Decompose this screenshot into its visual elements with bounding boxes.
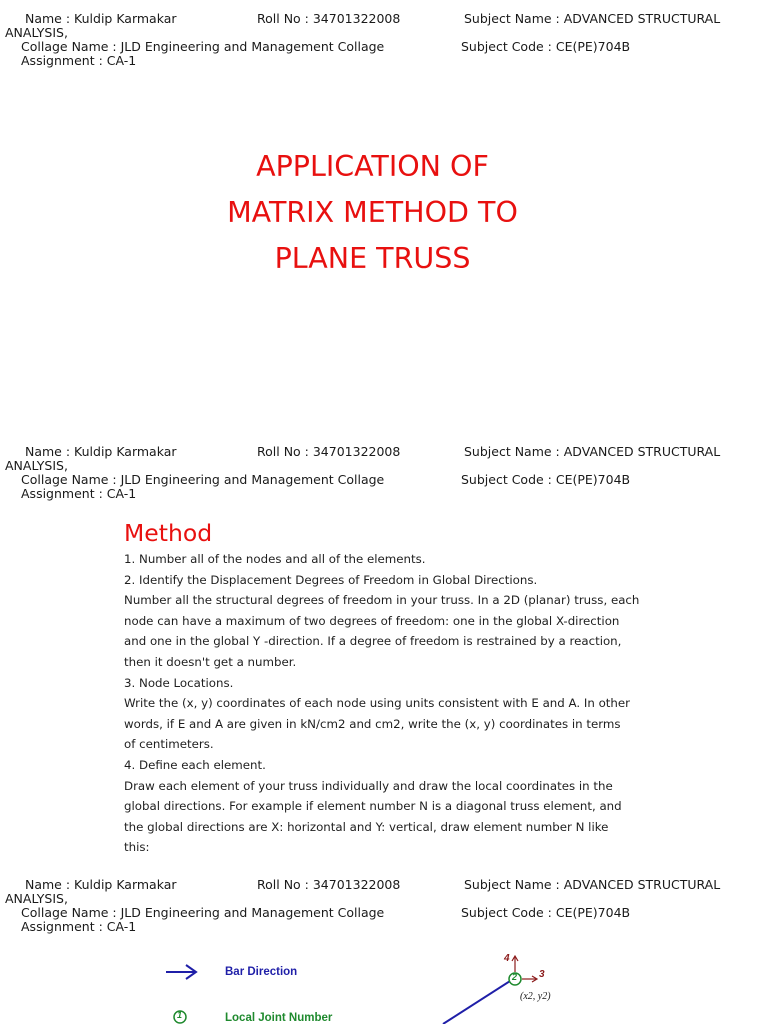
subject-name: Subject Name : ADVANCED STRUCTURAL — [464, 11, 721, 26]
page-header — [0, 878, 768, 938]
truss-member — [443, 981, 510, 1024]
paragraph-line: 1. Number all of the nodes and all of the elements. — [124, 552, 426, 566]
title-line: PLANE TRUSS — [274, 242, 471, 275]
subject-name-continued: ANALYSIS, — [5, 25, 68, 40]
local-joint-symbol: 1 — [177, 1010, 183, 1020]
paragraph-line: and one in the global Y -direction. If a degree of freedom is restrained by a reaction, — [124, 634, 622, 649]
paragraph-line: this: — [124, 840, 150, 855]
roll-number: Roll No : 34701322008 — [257, 444, 401, 459]
bar-direction-label: Bar Direction — [225, 966, 298, 978]
student-name: Name : Kuldip Karmakar — [25, 11, 177, 26]
node-coordinate-label: (x2, y2) — [520, 991, 551, 1002]
node-symbol: 2 — [512, 972, 518, 982]
student-name: Name : Kuldip Karmakar — [25, 877, 177, 892]
section-heading: Method — [124, 519, 213, 547]
truss-element-figure — [158, 950, 578, 1024]
page-header — [0, 445, 768, 505]
roll-number: Roll No : 34701322008 — [257, 877, 401, 892]
paragraph-line: of centimeters. — [124, 737, 214, 752]
local-joint-number-label: Local Joint Number — [225, 1012, 333, 1024]
assignment: Assignment : CA-1 — [21, 486, 137, 501]
paragraph-line: 2. Identify the Displacement Degrees of Freedom in Global Directions. — [124, 572, 538, 587]
figure-graphics — [158, 950, 578, 1024]
college-name: Collage Name : JLD Engineering and Management Collage — [21, 472, 385, 487]
dof-x-arrow-icon — [522, 976, 537, 982]
student-name: Name : Kuldip Karmakar — [25, 444, 177, 459]
dof-y-arrow-icon — [512, 956, 518, 972]
paragraph-line: Number all the structural degrees of freedom in your truss. In a 2D (planar) truss, each — [124, 593, 640, 608]
assignment: Assignment : CA-1 — [21, 919, 137, 934]
paragraph-line: Draw each element of your truss individually and draw the local coordinates in the — [124, 778, 613, 793]
paragraph-line: 3. Node Locations. — [124, 675, 234, 690]
paragraph-line: words, if E and A are given in kN/cm2 and cm2, write the (x, y) coordinates in terms — [124, 716, 621, 731]
title-line: APPLICATION OF — [256, 150, 489, 183]
roll-number: Roll No : 34701322008 — [257, 11, 401, 26]
dof-y-label: 4 — [504, 953, 510, 964]
college-name: Collage Name : JLD Engineering and Management Collage — [21, 39, 385, 54]
subject-name: Subject Name : ADVANCED STRUCTURAL — [464, 877, 721, 892]
subject-name-continued: ANALYSIS, — [5, 458, 68, 473]
paragraph-line: node can have a maximum of two degrees of freedom: one in the global X-direction — [124, 613, 620, 628]
subject-code: Subject Code : CE(PE)704B — [461, 472, 631, 487]
bar-direction-arrow-icon — [166, 965, 196, 979]
assignment: Assignment : CA-1 — [21, 53, 137, 68]
dof-x-label: 3 — [539, 969, 545, 980]
paragraph-line: 4. Define each element. — [124, 757, 266, 772]
paragraph-line: global directions. For example if element number N is a diagonal truss element, and — [124, 799, 622, 814]
paragraph-line: then it doesn't get a number. — [124, 654, 297, 669]
subject-code: Subject Code : CE(PE)704B — [461, 39, 631, 54]
page-header — [0, 12, 768, 72]
paragraph-line: Write the (x, y) coordinates of each node using units consistent with E and A. In other — [124, 696, 631, 711]
document-title — [0, 144, 745, 282]
subject-name: Subject Name : ADVANCED STRUCTURAL — [464, 444, 721, 459]
method-body — [124, 549, 640, 858]
college-name: Collage Name : JLD Engineering and Management Collage — [21, 905, 385, 920]
paragraph-line: the global directions are X: horizontal and Y: vertical, draw element number N like — [124, 819, 609, 834]
title-line: MATRIX METHOD TO — [227, 196, 518, 229]
subject-name-continued: ANALYSIS, — [5, 891, 68, 906]
subject-code: Subject Code : CE(PE)704B — [461, 905, 631, 920]
